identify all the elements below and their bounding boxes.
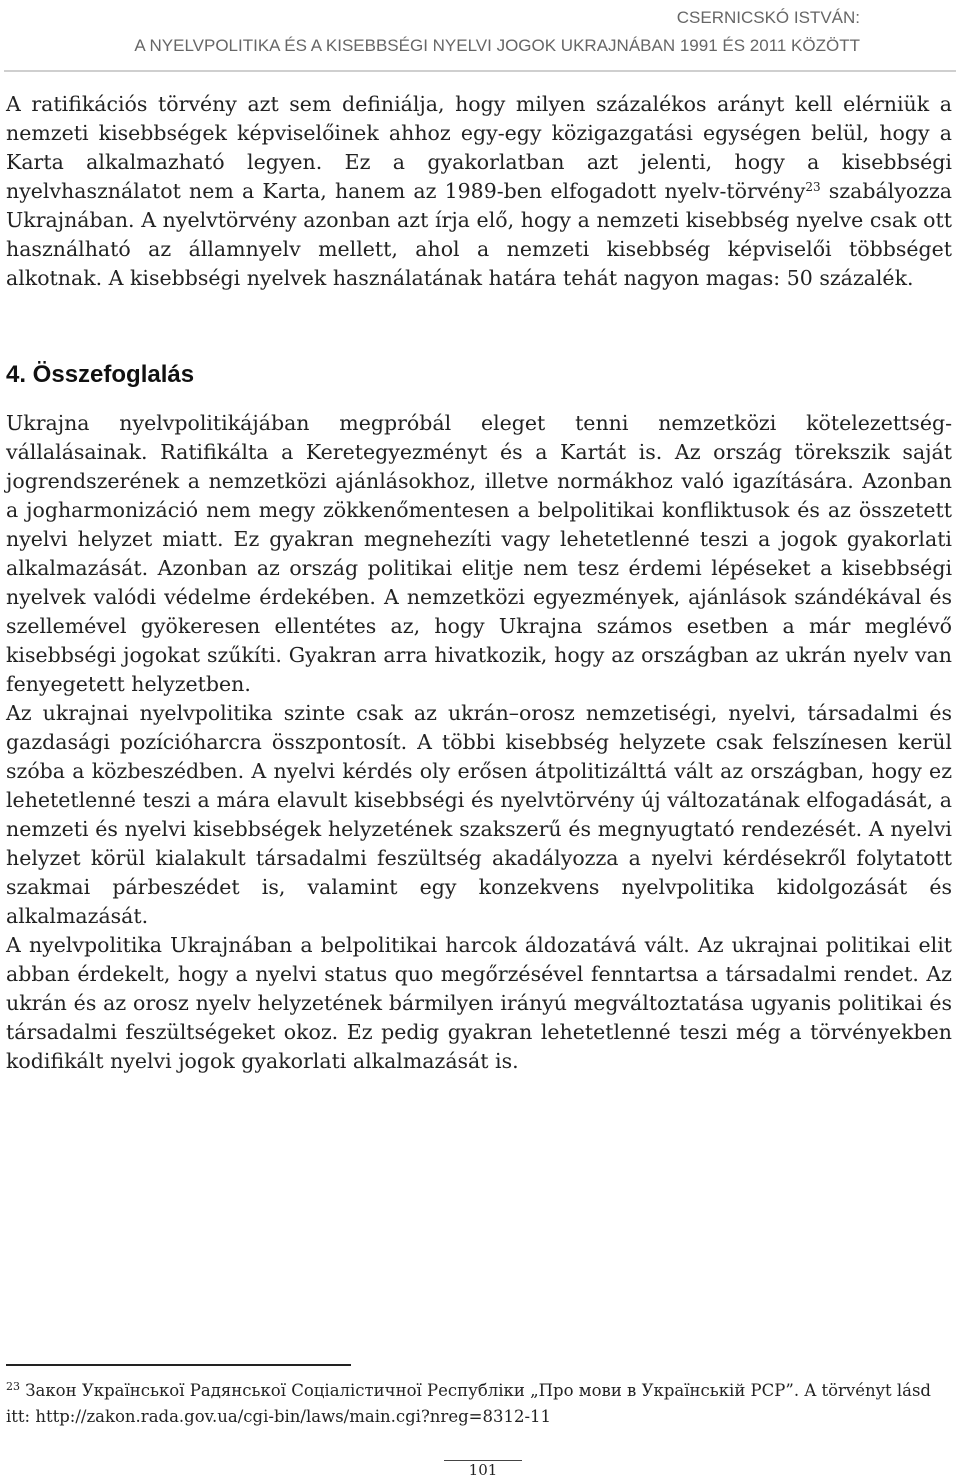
footnote-reference[interactable]: 23 [805, 180, 821, 194]
summary-paragraph-3: A nyelvpolitika Ukrajnában a belpolitikai harcok áldozatává vált. Az ukrajnai politikai elit abban érdekelt, hogy a nyelvi status quo megőrzésével fenntartsa a társadalmi rendet. Az ukrán és az orosz nyelv helyzetének bármilyen irányú megváltoztatása ugyanis politikai és társadalmi feszültségeket okoz. Ez pedig gyakran lehetetlenné teszi még a törvényekben kodifikált nyelvi jogok gyakorlati alkalmazását is. [6, 933, 952, 1073]
section-heading: 4. Összefoglalás [6, 361, 195, 388]
intro-paragraph [6, 90, 952, 293]
header-title: A NYELVPOLITIKA ÉS A KISEBBSÉGI NYELVI JOGOK UKRAJNÁBAN 1991 ÉS 2011 KÖZÖTT [134, 36, 860, 55]
page-body [6, 90, 952, 1076]
intro-text-1: A ratifikációs törvény azt sem definiálja, hogy milyen százalékos arányt kell elérniük a nemzeti kisebbségek képviselőinek ahhoz egy-egy közigazgatási egységen belül, hogy a Karta alkalmazható legyen. Ez a gyakorlatban azt jelenti, hogy a kisebbségi nyelvhasználatot nem a Karta, hanem az 1989-ben elfogadott nyelv-törvény [6, 92, 952, 203]
summary-paragraph-2: Az ukrajnai nyelvpolitika szinte csak az ukrán–orosz nemzetiségi, nyelvi, társadalmi és gazdasági pozícióharcra összpontosít. A többi kisebbség helyzete csak felszínesen kerül szóba a közbeszédben. A nyelvi kérdés oly erősen átpolitizálttá vált az országban, hogy ez lehetetlenné teszi a mára elavult kisebbségi és nyelvtörvény új változatának elfogadását, a nemzeti és nyelvi kisebbségek helyzetének szakszerű és megnyugtató rendezését. A nyelvi helyzet körül kialakult társadalmi feszültség akadályozza a nyelvi kérdésekről folytatott szakmai párbeszédet is, valamint egy konzekvens nyelvpolitika kidolgozását és alkalmazását. [6, 701, 952, 928]
header-divider [4, 70, 956, 72]
footnote-text: Закон Української Радянської Соціалістичної Республіки „Про мови в Українській РСР”. A törvényt lásd itt: http://zakon.rada.gov.ua/cgi-bin/laws/main.cgi?nreg=8312-11 [6, 1381, 931, 1426]
footnote-divider [6, 1364, 351, 1366]
running-header [134, 4, 860, 60]
header-author: CSERNICSKÓ ISTVÁN: [676, 8, 860, 27]
page-number: 101 [468, 1461, 498, 1479]
footnote [6, 1378, 952, 1430]
summary-paragraph-1: Ukrajna nyelvpolitikájában megpróbál eleget tenni nemzetközi kötelezettség-vállalásainak. Ratifikálta a Keretegyezményt és a Kartát is. Az ország törekszik saját jogrendszerének a nemzetközi ajánlásokhoz, illetve normákhoz való igazítására. Azonban a jogharmonizáció nem megy zökkenőmentesen a belpolitikai konfliktusok és az összetett nyelvi helyzet miatt. Ez gyakran megnehezíti vagy lehetetlenné teszi a jogok gyakorlati alkalmazását. Azonban az ország politikai elitje nem tesz érdemi lépéseket a kisebbségi nyelvek valódi védelme érdekében. A nemzetközi egyezmények, ajánlások szándékával és szellemével gyökeresen ellentétes az, hogy Ukrajna számos esetben a már meglévő kisebbségi jogokat szűkíti. Gyakran arra hivatkozik, hogy az országban az ukrán nyelv van fenyegetett helyzetben. [6, 411, 952, 696]
intro-text-2: szabályozza Ukrajnában. A nyelvtörvény azonban azt írja elő, hogy a nemzeti kisebbség nyelve csak ott használható az államnyelv mellett, ahol a nemzeti kisebbség képviselői többséget alkotnak. A kisebbségi nyelvek használatának határa tehát nagyon magas: 50 százalék. [6, 179, 952, 290]
footnote-marker: 23 [6, 1380, 20, 1393]
